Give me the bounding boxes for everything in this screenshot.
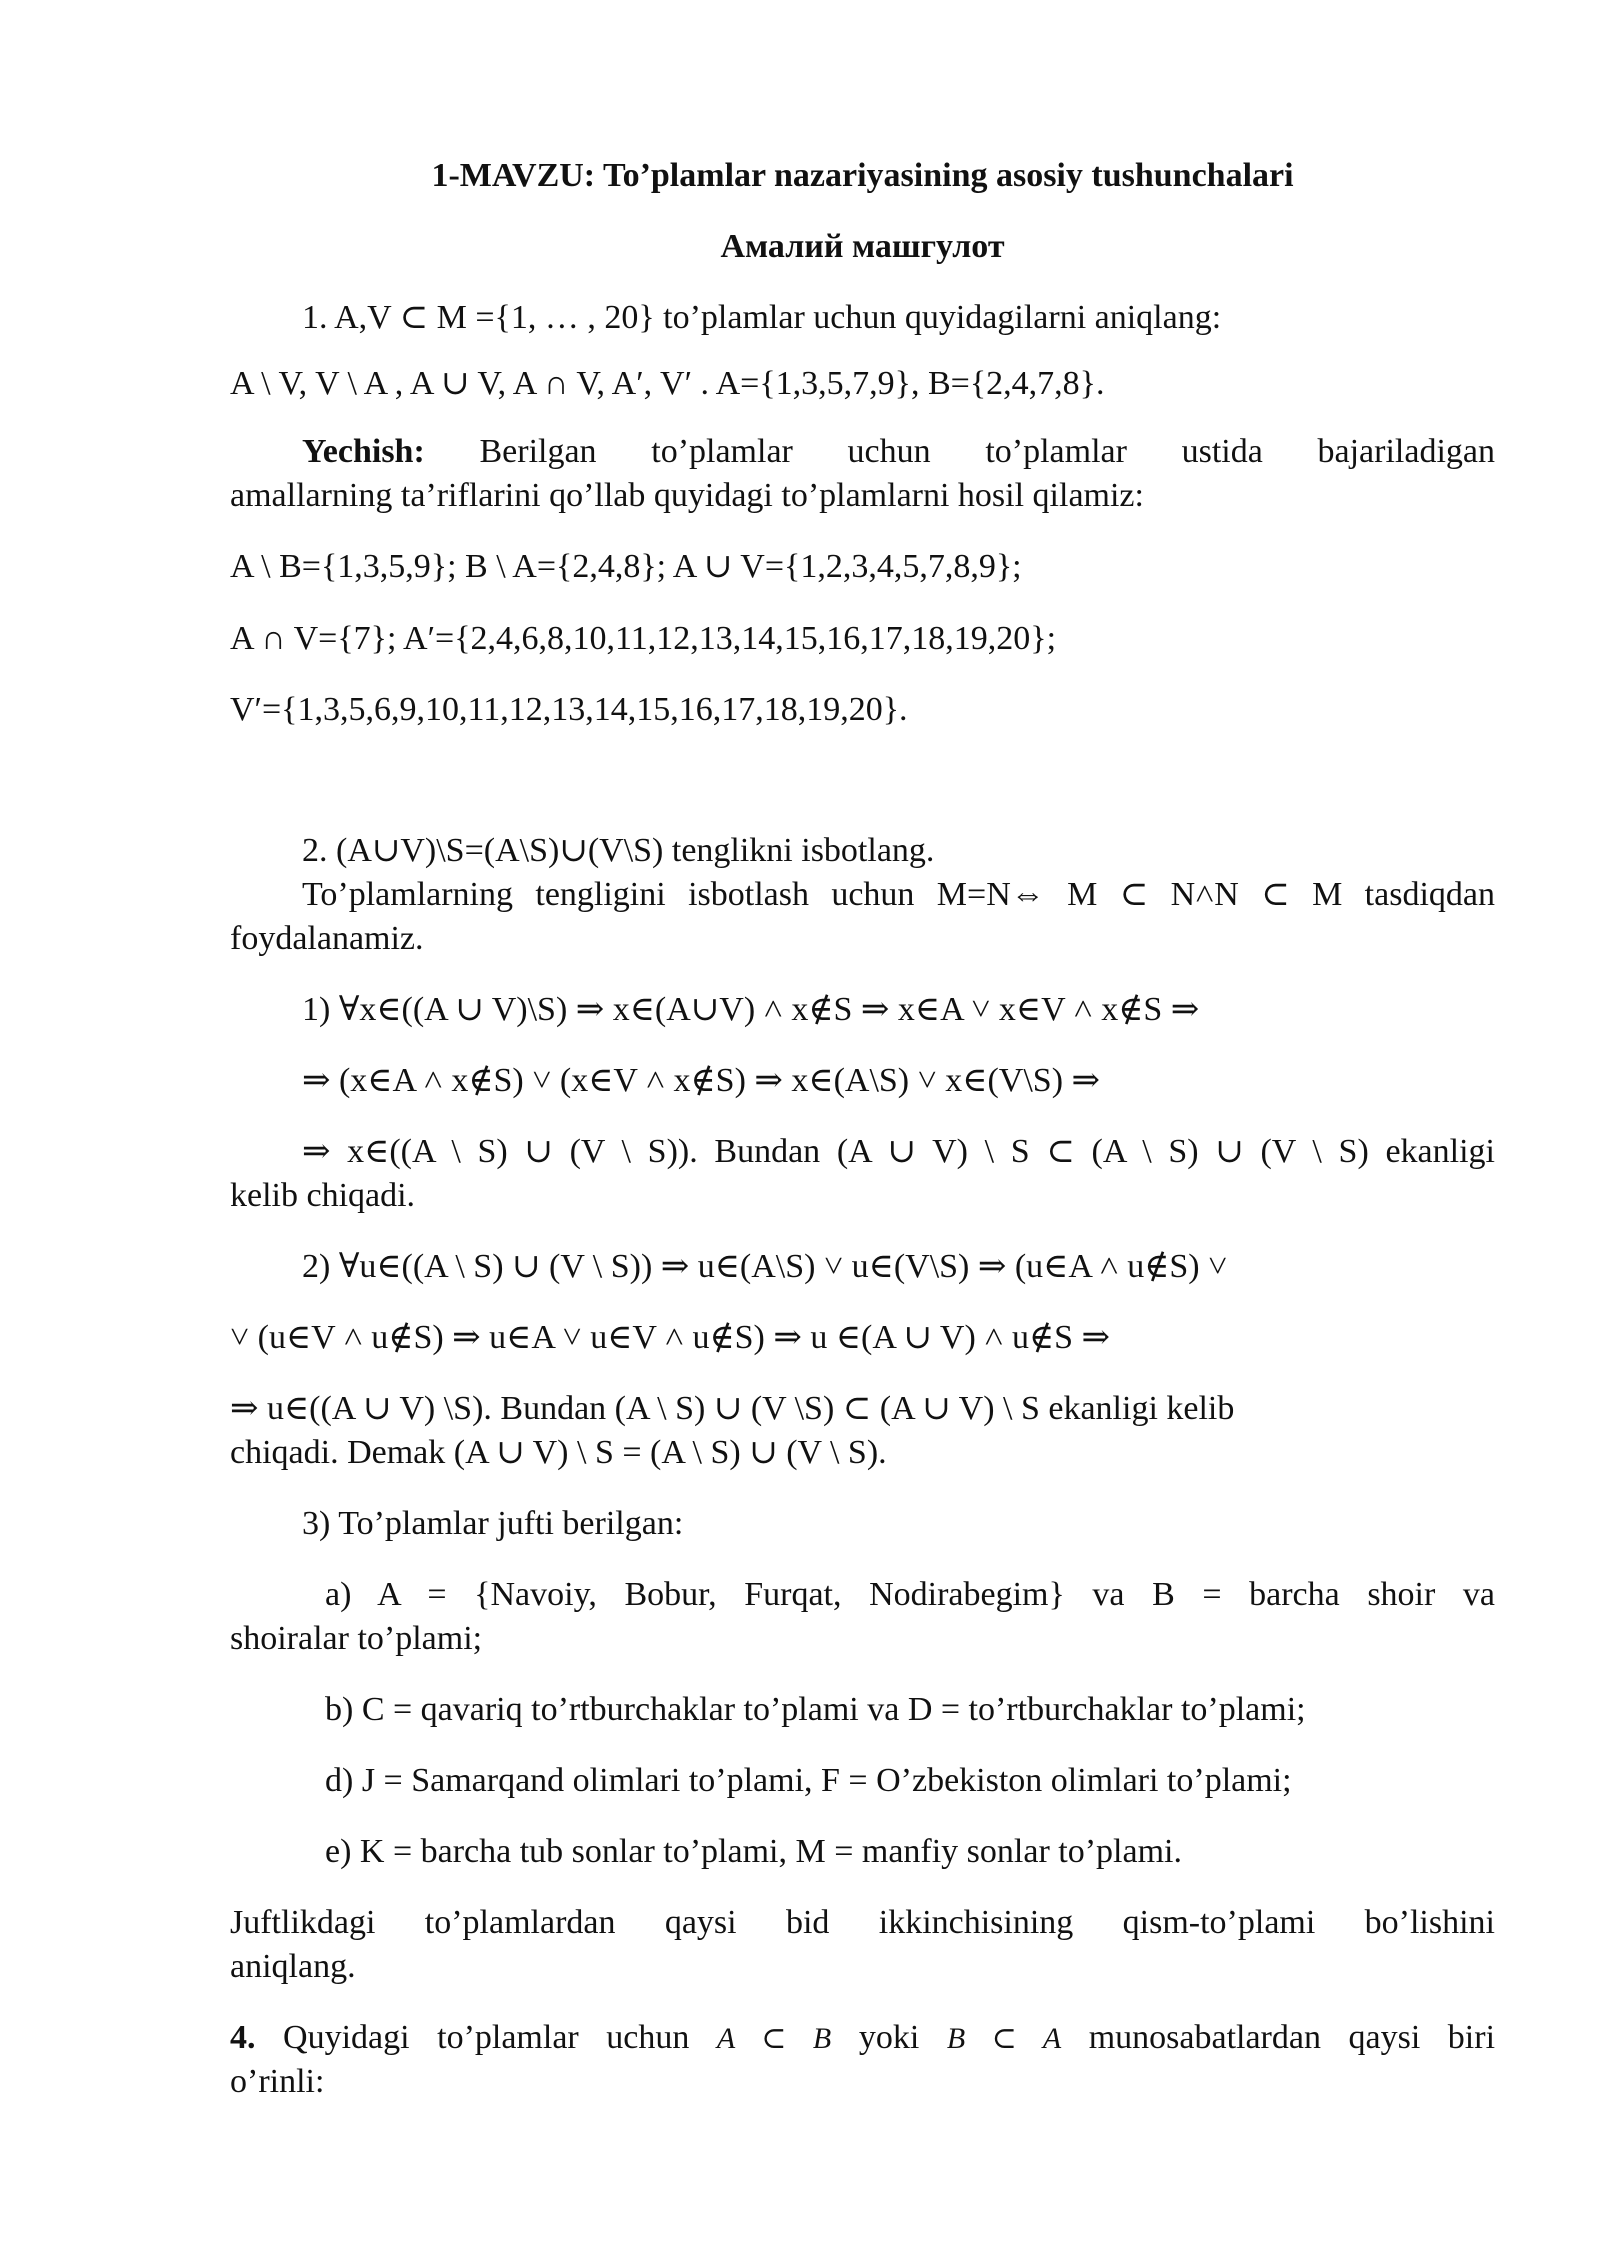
proof1-line2: ⇒ (x∈A ˄ x∉S) ˅ (x∈V ˄ x∉S) ⇒ x∈(A\S) ˅ x∈(V\S) ⇒ — [302, 1062, 1101, 1099]
task1-result3: V′={1,3,5,6,9,10,11,12,13,14,15,16,17,18,19,20}. — [230, 691, 908, 728]
task3-item-a-line2: shoiralar to’plami; — [230, 1620, 483, 1657]
page-title: 1-MAVZU: To’plamlar nazariyasining asosiy tushunchalari — [431, 157, 1294, 194]
solution-label: Yechish: — [302, 433, 425, 470]
task4-line2: o’rinli: — [230, 2063, 325, 2100]
task3-item-b: b) C = qavariq to’rtburchaklar to’plami va D = to’rtburchaklar to’plami; — [325, 1691, 1306, 1728]
proof1-line4: kelib chiqadi. — [230, 1177, 416, 1214]
task1-line1: 1. A,V ⊂ M ={1, … , 20} to’plamlar uchun quyidagilarni aniqlang: — [302, 299, 1222, 336]
task4-number: 4. — [230, 2019, 256, 2056]
task3-question-line1: Juftlikdagi to’plamlardan qaysi bid ikkinchisining qism-to’plami bo’lishini — [230, 1904, 1495, 1941]
task4-line1 — [230, 2016, 1495, 2061]
task3-item-e: e) K = barcha tub sonlar to’plami, M = manfiy sonlar to’plami. — [325, 1833, 1182, 1870]
task2-line3: foydalanamiz. — [230, 920, 424, 957]
proof2-line2: ˅ (u∈V ˄ u∉S) ⇒ u∈A ˅ u∈V ˄ u∉S) ⇒ u ∈(A ∪ V) ˄ u∉S ⇒ — [230, 1319, 1111, 1356]
task1-solution-line2: amallarning ta’riflarini qo’llab quyidagi to’plamlarni hosil qilamiz: — [230, 477, 1144, 514]
task4-relation-1: A ⊂ B — [716, 2022, 832, 2055]
page-subtitle: Амалий машгулот — [720, 228, 1005, 265]
task3-intro: 3) To’plamlar jufti berilgan: — [302, 1505, 684, 1542]
proof1-line3: ⇒ x∈((A \ S) ∪ (V \ S)). Bundan (A ∪ V) \ S ⊂ (A \ S) ∪ (V \ S) ekanligi — [302, 1133, 1495, 1170]
task4-text-b: yoki — [858, 2019, 920, 2056]
task1-result2: A ∩ V={7}; A′={2,4,6,8,10,11,12,13,14,15,16,17,18,19,20}; — [230, 620, 1057, 657]
proof2-line1: 2) ∀u∈((A \ S) ∪ (V \ S)) ⇒ u∈(A\S) ˅ u∈(V\S) ⇒ (u∈A ˄ u∉S) ˅ — [302, 1248, 1228, 1285]
task4-relation-2: B ⊂ A — [946, 2022, 1062, 2055]
task2-line2: To’plamlarning tengligini isbotlash uchun M=N⇔ M ⊂ N˄N ⊂ M tasdiqdan — [302, 876, 1495, 913]
task3-item-a-line1: a) A = {Navoiy, Bobur, Furqat, Nodirabegim} va B = barcha shoir va — [325, 1576, 1495, 1613]
task3-item-d: d) J = Samarqand olimlari to’plami, F = O’zbekiston olimlari to’plami; — [325, 1762, 1292, 1799]
task1-line2: A \ V, V \ A , A ∪ V, A ∩ V, A′, V′ . A={1,3,5,7,9}, B={2,4,7,8}. — [230, 365, 1105, 402]
task3-question-line2: aniqlang. — [230, 1948, 356, 1985]
task2-line1: 2. (A∪V)\S=(A\S)∪(V\S) tenglikni isbotlang. — [302, 832, 935, 869]
solution-text: Berilgan to’plamlar uchun to’plamlar ustida bajariladigan — [424, 433, 1495, 470]
task4-text-a: Quyidagi to’plamlar uchun — [283, 2019, 690, 2056]
task1-solution-line1 — [302, 430, 1495, 474]
proof1-line1: 1) ∀x∈((A ∪ V)\S) ⇒ x∈(A∪V) ˄ x∉S ⇒ x∈A ˅ x∈V ˄ x∉S ⇒ — [302, 991, 1200, 1028]
task1-result1: A \ B={1,3,5,9}; B \ A={2,4,8}; A ∪ V={1,2,3,4,5,7,8,9}; — [230, 548, 1022, 585]
task4-text-c: munosabatlardan qaysi biri — [1088, 2019, 1496, 2056]
proof2-line4: chiqadi. Demak (A ∪ V) \ S = (A \ S) ∪ (V \ S). — [230, 1434, 887, 1471]
proof2-line3: ⇒ u∈((A ∪ V) \S). Bundan (A \ S) ∪ (V \S) ⊂ (A ∪ V) \ S ekanligi kelib — [230, 1390, 1235, 1427]
